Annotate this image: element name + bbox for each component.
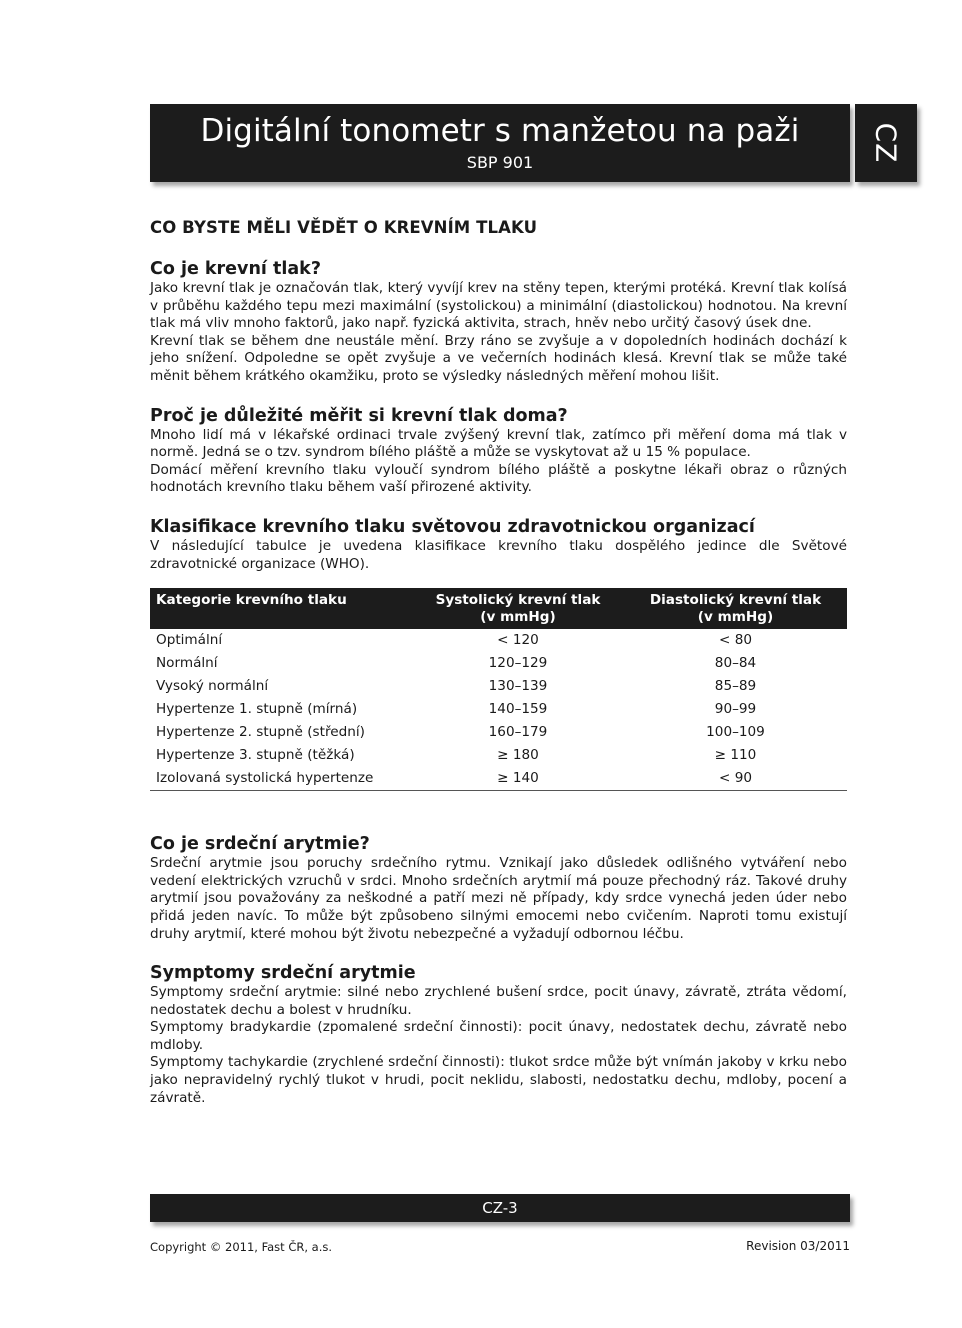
table-row bbox=[150, 675, 847, 698]
section-title: Symptomy srdeční arytmie bbox=[150, 963, 416, 984]
page-content bbox=[150, 218, 847, 1126]
cell-diastolic: < 90 bbox=[624, 767, 847, 791]
paragraph: Symptomy srdeční arytmie: silné nebo zrychlené bušení srdce, pocit únavy, závratě, ztráta vědomí, nedostatek dechu a bolest v hrudníku. bbox=[150, 984, 847, 1018]
bp-classification-table bbox=[150, 588, 847, 791]
table-row bbox=[150, 698, 847, 721]
cell-category: Hypertenze 3. stupně (těžká) bbox=[156, 747, 355, 764]
header-diastolic: Diastolický krevní tlak (v mmHg) bbox=[649, 592, 822, 626]
page-number-bar bbox=[150, 1194, 850, 1222]
section-title: Proč je důležité měřit si krevní tlak doma? bbox=[150, 405, 568, 426]
table-row bbox=[150, 721, 847, 744]
paragraph: Krevní tlak se během dne neustále mění. Brzy ráno se zvyšuje a v dopoledních hodinách dochází k jeho snížení. Odpoledne se opět zvyšuje a ve večerních hodinách klesá. Krevní tlak se může také měnit během krátkého okamžiku, proto se výsledky následných měření mohou lišit. bbox=[150, 332, 847, 384]
table-row bbox=[150, 744, 847, 767]
cell-category: Vysoký normální bbox=[156, 678, 269, 695]
cell-diastolic: 80–84 bbox=[714, 655, 757, 672]
section-why-measure bbox=[150, 405, 847, 497]
cell-systolic: 160–179 bbox=[488, 724, 548, 741]
cell-category: Hypertenze 2. stupně (střední) bbox=[156, 724, 365, 741]
paragraph: Srdeční arytmie jsou poruchy srdečního rytmu. Vznikají jako důsledek odlišného vytváření nebo vedení elektrických vzruchů v srdci. Mnoho srdečních arytmií má pouze přechodný ráz. Takové druhy arytmií jsou považovány za neškodné a patří mezi ně případy, kdy srdce vynechá jeden úder nebo přidá jeden navíc. To může být způsobeno silnými emocemi nebo cvičením. Naproti tomu existují druhy arytmií, které mohou být životu nebezpečné a vyžadují odbornou léčbu. bbox=[150, 855, 847, 942]
language-tab bbox=[855, 104, 917, 182]
cell-diastolic: ≥ 110 bbox=[714, 747, 757, 764]
main-heading: CO BYSTE MĚLI VĚDĚT O KREVNÍM TLAKU bbox=[150, 218, 538, 237]
cell-category: Normální bbox=[156, 655, 218, 672]
cell-systolic: 140–159 bbox=[488, 701, 548, 718]
cell-systolic: < 120 bbox=[497, 632, 539, 649]
paragraph: Domácí měření krevního tlaku vyloučí syndrom bílého pláště a poskytne lékaři obraz o různých hodnotách krevního tlaku během vaší přirozené aktivity. bbox=[150, 461, 847, 496]
cell-category: Hypertenze 1. stupně (mírná) bbox=[156, 701, 358, 718]
section-classification bbox=[150, 516, 847, 791]
header-systolic: Systolický krevní tlak (v mmHg) bbox=[435, 592, 601, 626]
cell-diastolic: 90–99 bbox=[714, 701, 757, 718]
page-number: CZ-3 bbox=[482, 1199, 518, 1217]
copyright-text: Copyright © 2011, Fast ČR, a.s. bbox=[150, 1240, 333, 1254]
table-row bbox=[150, 629, 847, 652]
cell-category: Izolovaná systolická hypertenze bbox=[150, 767, 412, 791]
cell-systolic: 120–129 bbox=[488, 655, 548, 672]
paragraph: Symptomy bradykardie (zpomalené srdeční činnosti): pocit únavy, nedostatek dechu, závratě nebo mdloby. bbox=[150, 1019, 847, 1053]
paragraph: Jako krevní tlak je označován tlak, který vyvíjí krev na stěny tepen, kterými protéká. Krevní tlak kolísá v průběhu každého tepu mezi maximální (systolickou) a minimální (diastolickou) hodnotou. Na krevní tlak má vliv mnoho faktorů, jako např. fyzická aktivita, strach, hněv nebo určitý časový úsek dne. bbox=[150, 280, 847, 332]
table-header-row bbox=[150, 588, 847, 629]
cell-diastolic: < 80 bbox=[718, 632, 752, 649]
section-what-is-bp bbox=[150, 258, 847, 386]
cell-category: Optimální bbox=[156, 632, 223, 649]
cell-diastolic: 100–109 bbox=[706, 724, 765, 741]
paragraph: V následující tabulce je uvedena klasifikace krevního tlaku dospělého jedince dle Světové zdravotnické organizace (WHO). bbox=[150, 537, 847, 572]
section-title: Co je krevní tlak? bbox=[150, 259, 321, 279]
cell-systolic: 130–139 bbox=[488, 678, 548, 695]
model-number: SBP 901 bbox=[466, 153, 534, 172]
cell-systolic: ≥ 140 bbox=[412, 767, 624, 791]
section-title: Co je srdeční arytmie? bbox=[150, 834, 370, 855]
language-tab-label: CZ bbox=[869, 122, 903, 164]
cell-diastolic: 85–89 bbox=[714, 678, 757, 695]
revision-text: Revision 03/2011 bbox=[746, 1239, 850, 1253]
document-title: Digitální tonometr s manžetou na paži bbox=[200, 113, 800, 149]
cell-systolic: ≥ 180 bbox=[497, 747, 539, 764]
section-title: Klasifikace krevního tlaku světovou zdravotnickou organizací bbox=[150, 516, 755, 537]
table-row bbox=[150, 652, 847, 675]
section-arrhythmia bbox=[150, 833, 847, 943]
paragraph: Symptomy tachykardie (zrychlené srdeční činnosti): tlukot srdce může být vnímán jakoby v krku nebo jako nepravidelný rychlý tlukot v hrudi, pocit neklidu, slabosti, nedostatku dechu, mdloby, pocení a závratě. bbox=[150, 1054, 847, 1106]
paragraph: Mnoho lidí má v lékařské ordinaci trvale zvýšený krevní tlak, zatímco při měření doma má tlak v normě. Jedná se o tzv. syndrom bílého pláště a může se vyskytovat až u 15 % populace. bbox=[150, 426, 847, 461]
table-row bbox=[150, 767, 847, 791]
header-category: Kategorie krevního tlaku bbox=[156, 592, 347, 609]
title-banner bbox=[150, 104, 850, 182]
section-symptoms bbox=[150, 962, 847, 1107]
